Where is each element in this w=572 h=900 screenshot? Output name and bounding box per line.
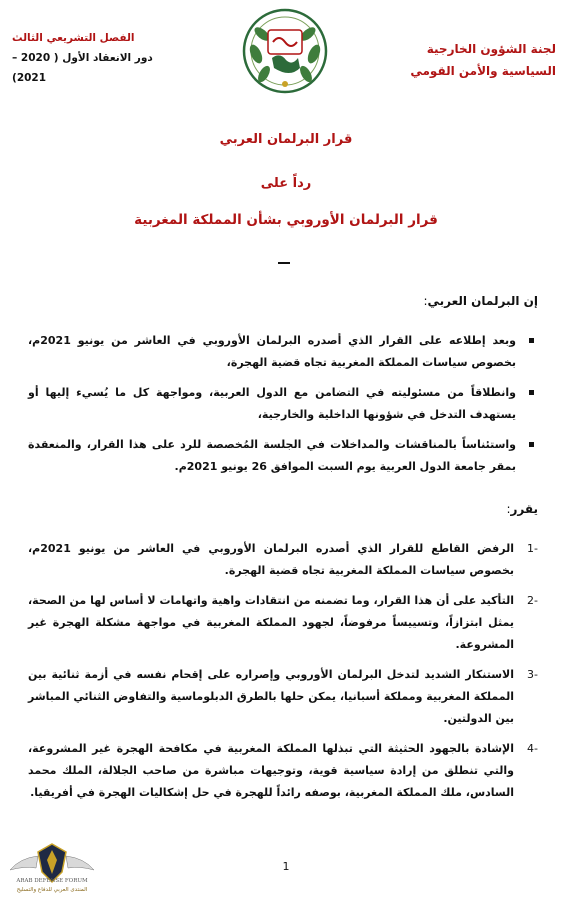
title-line-1: قرار البرلمان العربي [219,132,353,147]
committee-name [406,38,556,82]
committee-line-2: السياسية والأمن القومي [410,64,556,78]
title-line-2: رداً على [260,176,312,191]
term-line-2: دور الانعقاد الأول ( 2020 – 2021) [12,52,153,84]
resolution-item [28,738,538,804]
resolution-number: -3 [527,668,538,681]
resolution-text: التأكيد على أن هذا القرار، وما تضمنه من انتقادات واهية واتهامات لا أساس لها من الصحة، يمثل ابتزازاً، وتسييساً مرفوضاً، لجهود المملكة المغربية في مواجهة مشكلة الهجرة غير المشروعة. [28,594,514,651]
preamble-bullet-text: وانطلاقاً من مسئوليته في التضامن مع الدول العربية، ومواجهة كل ما يُسيء إليها أو يستهدف التدخل في شؤونها الداخلية والخارجية، [28,386,516,421]
preamble-heading [423,294,538,308]
watermark-text-en: ARAB DEFENSE FORUM [16,878,88,884]
preamble-bullet-text: وبعد إطلاعه على القرار الذي أصدره البرلمان الأوروبي في العاشر من يونيو 2021م، بخصوص سياسات المملكة المغربية تجاه قضية الهجرة، [28,334,516,369]
resolution-item [28,538,538,582]
resolution-item [28,664,538,730]
preamble-bullet [28,382,538,426]
bullet-square-icon [529,390,534,395]
arab-parliament-emblem-icon [242,8,328,94]
preamble-heading-text: إن البرلمان العربي [427,294,538,308]
resolutions-list [28,538,538,804]
preamble-bullet-list [28,330,538,478]
watermark-text-ar: المنتدى العربي للدفاع والتسليح [16,887,88,893]
title-dash [278,262,290,264]
resolution-text: الرفض القاطع للقرار الذي أصدره البرلمان الأوروبي في العاشر من يونيو 2021م، بخصوص سياسات المملكة المغربية تجاه قضية الهجرة. [28,542,514,577]
resolutions-body [28,538,538,812]
title-line-3: قرار البرلمان الأوروبي بشأن المملكة المغربية [134,212,438,228]
resolution-text: الإشادة بالجهود الحثيثة التي تبذلها المملكة المغربية في مكافحة الهجرة غير المشروعة، والتي تنطلق من إرادة سياسية قوية، وتوجيهات مباشرة من صاحب الجلالة، الملك محمد السادس، ملك المملكة المغربية، بوصفه رائداً للهجرة في حل إشكاليات الهجرة في أفريقيا. [28,742,514,799]
resolution-item [28,590,538,656]
legislative-term [12,28,182,88]
preamble-bullet-text: واستئناساً بالمناقشات والمداخلات في الجلسة المُخصصة للرد على هذا القرار، والمنعقدة بمقر جامعة الدول العربية يوم السبت الموافق 26 يونيو 2021م. [28,438,516,473]
bullet-square-icon [529,442,534,447]
term-line-1: الفصل التشريعي الثالث [12,32,135,44]
page-number: 1 [282,860,290,873]
preamble-body [28,330,538,486]
bullet-square-icon [529,338,534,343]
resolutions-heading-text: يقرر [510,502,538,516]
resolutions-heading [506,502,538,516]
preamble-heading-colon: : [423,294,428,308]
resolutions-heading-colon: : [506,502,511,516]
committee-line-1: لجنة الشؤون الخارجية [426,42,556,56]
resolution-text: الاستنكار الشديد لتدخل البرلمان الأوروبي وإصراره على إقحام نفسه في أزمة ثنائية بين المملكة المغربية ومملكة أسبانيا، يمكن حلها بالطرق الدبلوماسية والتفاوض الثنائي المباشر بين الدولتين. [28,668,514,725]
preamble-bullet [28,330,538,374]
resolution-number: -2 [527,594,538,607]
resolution-number: -4 [527,742,538,755]
preamble-bullet [28,434,538,478]
resolution-number: -1 [527,542,538,555]
